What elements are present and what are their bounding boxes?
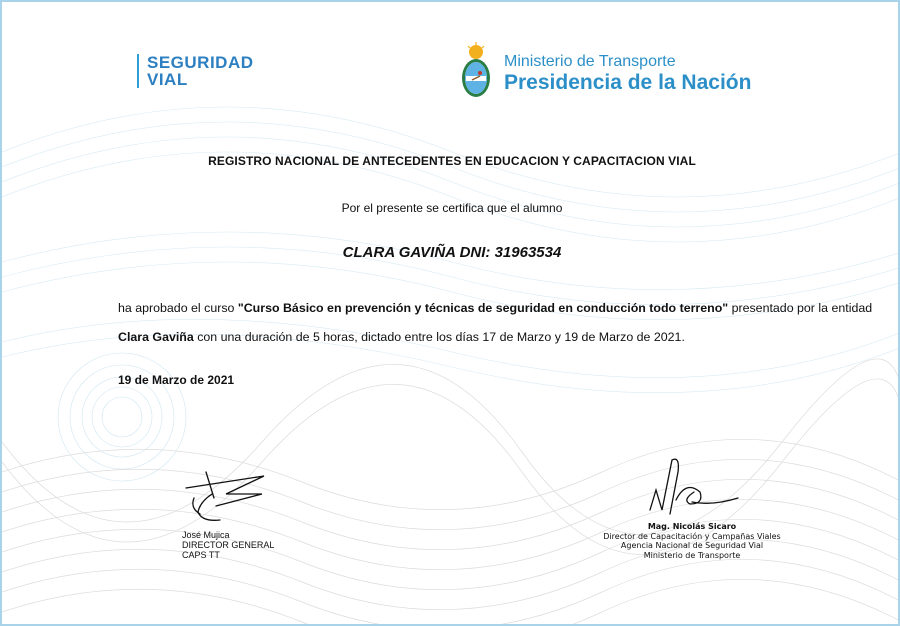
logo-line-1: SEGURIDAD [147, 53, 254, 72]
government-text [504, 52, 751, 95]
body-prefix: ha aprobado el curso [118, 301, 238, 315]
left-signatory [182, 530, 274, 560]
seguridad-vial-logo [137, 54, 254, 88]
national-coat-of-arms-icon [456, 42, 496, 100]
body-mid: presentado por la entidad [728, 301, 873, 315]
entity-name: Clara Gaviña [118, 330, 194, 344]
certificate-body [118, 294, 878, 352]
body-suffix: con una duración de 5 horas, dictado entre los días 17 de Marzo y 19 de Marzo de 2021. [193, 330, 685, 344]
left-signatory-title: DIRECTOR GENERAL [182, 540, 275, 550]
left-signatory-name: José Mujica [182, 530, 230, 540]
right-signatory-name: Mag. Nicolás Sicaro [647, 522, 737, 531]
right-signatory-ministry: Ministerio de Transporte [643, 550, 741, 560]
left-signature [180, 468, 270, 530]
logo-line-2: VIAL [147, 70, 188, 89]
registry-title: REGISTRO NACIONAL DE ANTECEDENTES EN EDUCACION Y CAPACITACION VIAL [208, 154, 696, 168]
student-name-dni: CLARA GAVIÑA DNI: 31963534 [342, 244, 562, 261]
right-signatory [587, 522, 797, 560]
right-signature [642, 452, 752, 524]
course-name: "Curso Básico en prevención y técnicas de seguridad en conducción todo terreno" [237, 301, 729, 315]
certification-intro: Por el presente se certifica que el alumno [341, 201, 563, 215]
ministry-name: Ministerio de Transporte [504, 53, 676, 70]
issue-date: 19 de Marzo de 2021 [118, 373, 235, 387]
right-signatory-title: Director de Capacitación y Campañas Viales [603, 531, 781, 541]
presidency-name: Presidencia de la Nación [504, 71, 752, 94]
right-signatory-agency: Agencia Nacional de Seguridad Vial [620, 541, 764, 550]
left-signatory-org: CAPS TT [182, 550, 220, 560]
